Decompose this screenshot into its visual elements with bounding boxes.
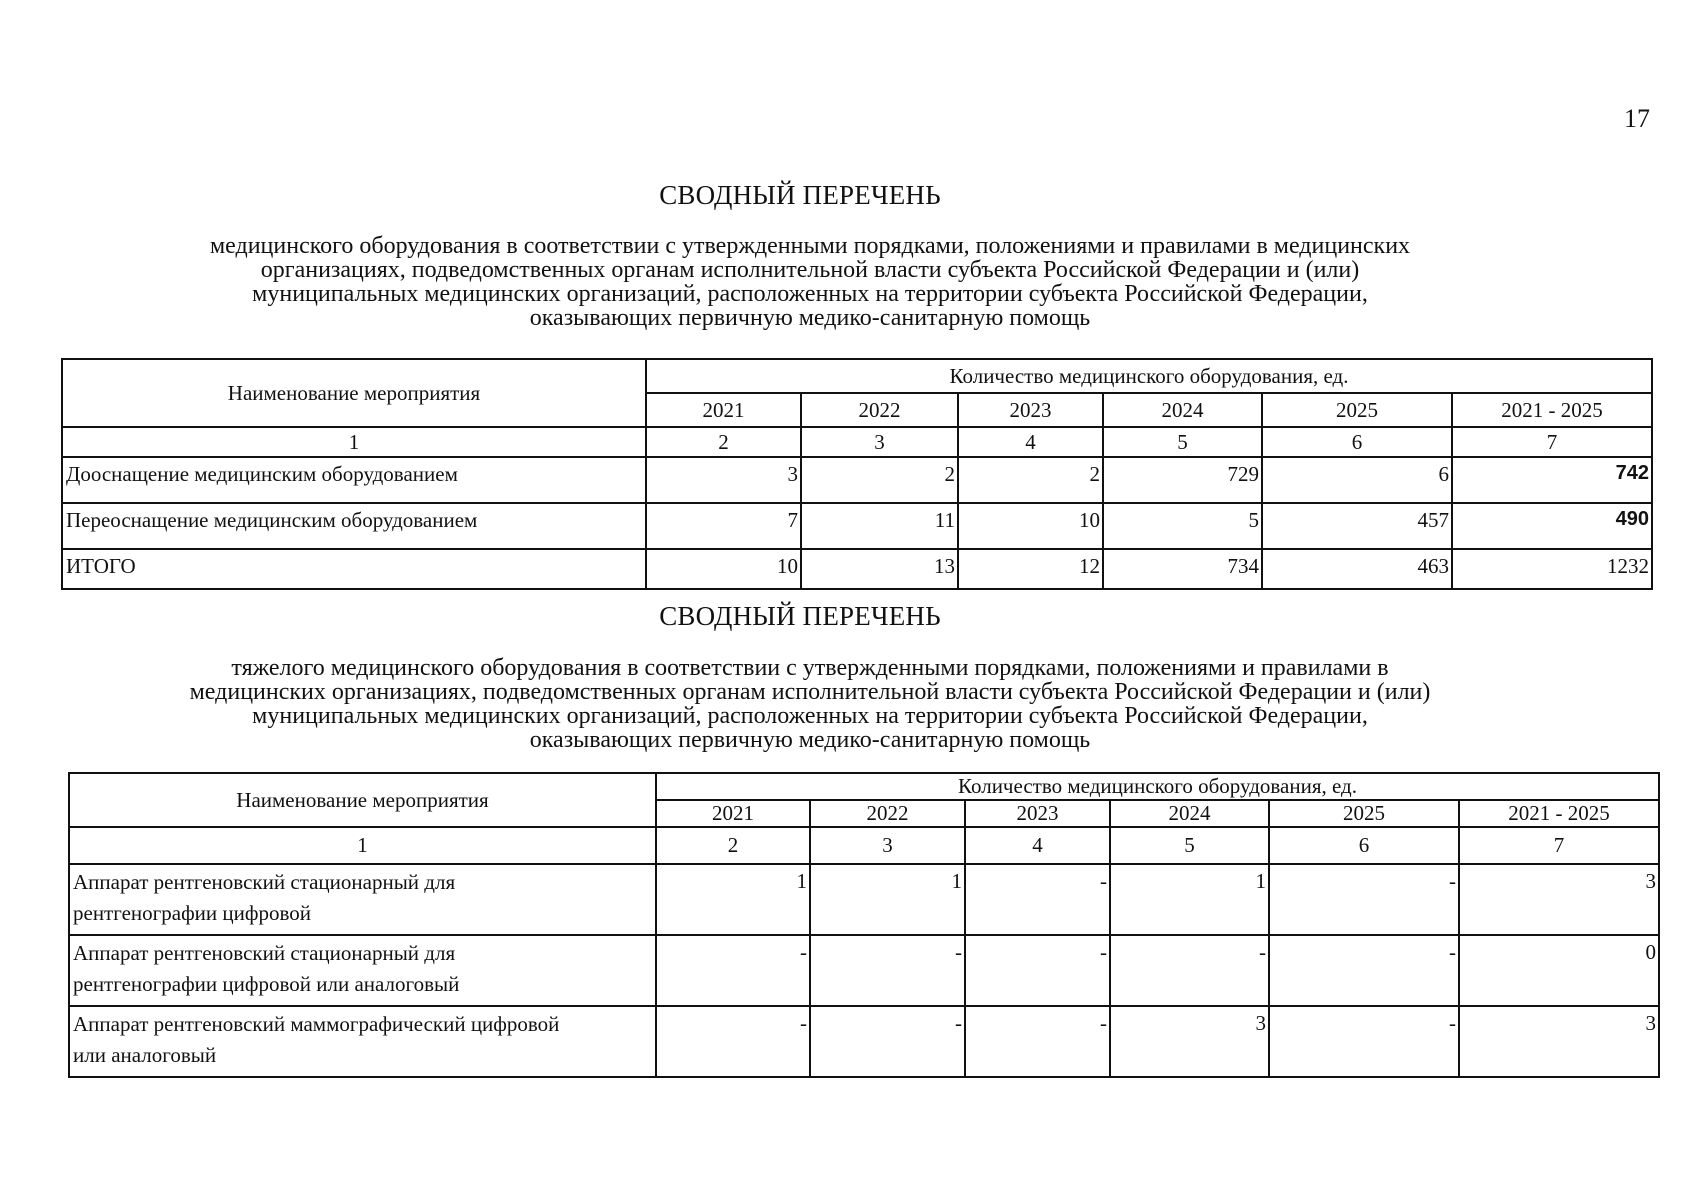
column-number: 6 — [1269, 827, 1459, 864]
cell-value: - — [810, 935, 965, 1006]
year-header: 2023 — [958, 393, 1103, 427]
column-number: 4 — [965, 827, 1110, 864]
cell-value: - — [656, 935, 810, 1006]
year-header: 2022 — [801, 393, 958, 427]
row-name-line: рентгенографии цифровой — [73, 901, 311, 925]
row-name-line: Аппарат рентгеновский стационарный для — [73, 941, 456, 965]
table-row-total — [62, 549, 1652, 589]
column-number: 3 — [801, 427, 958, 457]
subtitle-line: медицинских организациях, подведомственных органам исполнительной власти субъекта Российской Федерации и (или) — [189, 679, 1431, 705]
heavy-medical-equipment-table — [68, 772, 1660, 1078]
column-number: 2 — [646, 427, 801, 457]
column-group-header: Количество медицинского оборудования, ед. — [656, 773, 1659, 800]
cell-value: 7 — [646, 503, 801, 549]
year-header: 2023 — [965, 800, 1110, 827]
year-header: 2021 - 2025 — [1459, 800, 1659, 827]
cell-value: 2 — [958, 457, 1103, 503]
column-number: 3 — [810, 827, 965, 864]
subtitle-line: организациях, подведомственных органам исполнительной власти субъекта Российской Федерации и (или) — [260, 257, 1360, 283]
cell-value: 5 — [1103, 503, 1262, 549]
column-number: 7 — [1452, 427, 1652, 457]
year-header: 2021 — [656, 800, 810, 827]
table-row — [69, 1006, 1659, 1077]
table-row — [69, 935, 1659, 1006]
cell-value: - — [810, 1006, 965, 1077]
cell-value: 10 — [958, 503, 1103, 549]
table-row — [62, 457, 1652, 503]
cell-value: 463 — [1262, 549, 1452, 589]
row-name — [69, 864, 656, 935]
year-header: 2024 — [1110, 800, 1269, 827]
cell-value: - — [1269, 1006, 1459, 1077]
section2-title: СВОДНЫЙ ПЕРЕЧЕНЬ — [659, 601, 941, 631]
subtitle-line: оказывающих первичную медико-санитарную помощь — [529, 727, 1091, 753]
cell-value: 734 — [1103, 549, 1262, 589]
subtitle-line: муниципальных медицинских организаций, расположенных на территории субъекта Российской Федерации, — [252, 281, 1368, 307]
column-header-name: Наименование мероприятия — [69, 773, 656, 827]
column-number: 5 — [1110, 827, 1269, 864]
cell-value: - — [656, 1006, 810, 1077]
cell-value: 10 — [646, 549, 801, 589]
year-header: 2021 — [646, 393, 801, 427]
medical-equipment-table — [61, 358, 1653, 590]
cell-value: - — [965, 935, 1110, 1006]
column-number: 4 — [958, 427, 1103, 457]
year-header: 2024 — [1103, 393, 1262, 427]
cell-total: 490 — [1452, 503, 1652, 549]
column-number: 2 — [656, 827, 810, 864]
cell-value: 2 — [801, 457, 958, 503]
row-name: ИТОГО — [62, 549, 646, 589]
year-header: 2025 — [1262, 393, 1452, 427]
column-number: 5 — [1103, 427, 1262, 457]
cell-value: - — [1269, 864, 1459, 935]
cell-value: 457 — [1262, 503, 1452, 549]
cell-value: 1 — [656, 864, 810, 935]
cell-total: 3 — [1459, 1006, 1659, 1077]
row-name-line: рентгенографии цифровой или аналоговый — [73, 972, 460, 996]
cell-value: - — [965, 1006, 1110, 1077]
cell-total: 3 — [1459, 864, 1659, 935]
cell-value: - — [1110, 935, 1269, 1006]
year-header: 2021 - 2025 — [1452, 393, 1652, 427]
row-name-line: Аппарат рентгеновский маммографический цифровой — [73, 1012, 560, 1036]
row-name: Переоснащение медицинским оборудованием — [62, 503, 646, 549]
row-name-line: или аналоговый — [73, 1043, 217, 1067]
row-name — [69, 1006, 656, 1077]
section2-subtitle — [60, 656, 1560, 752]
column-group-header: Количество медицинского оборудования, ед. — [646, 359, 1652, 393]
column-number: 7 — [1459, 827, 1659, 864]
cell-value: 6 — [1262, 457, 1452, 503]
table-row — [62, 503, 1652, 549]
cell-value: 729 — [1103, 457, 1262, 503]
section1-title: СВОДНЫЙ ПЕРЕЧЕНЬ — [659, 180, 941, 210]
page-number: 17 — [1624, 104, 1650, 133]
cell-value: 1 — [1110, 864, 1269, 935]
cell-value: - — [965, 864, 1110, 935]
row-name: Дооснащение медицинским оборудованием — [62, 457, 646, 503]
cell-value: - — [1269, 935, 1459, 1006]
section1-subtitle — [60, 234, 1560, 330]
cell-value: 3 — [646, 457, 801, 503]
cell-total: 742 — [1452, 457, 1652, 503]
cell-value: 13 — [801, 549, 958, 589]
cell-value: 1 — [810, 864, 965, 935]
year-header: 2025 — [1269, 800, 1459, 827]
column-number: 1 — [69, 827, 656, 864]
year-header: 2022 — [810, 800, 965, 827]
table-row — [69, 864, 1659, 935]
subtitle-line: тяжелого медицинского оборудования в соответствии с утвержденными порядками, положениями и правилами в — [231, 655, 1389, 681]
cell-total: 1232 — [1452, 549, 1652, 589]
column-number: 1 — [62, 427, 646, 457]
subtitle-line: муниципальных медицинских организаций, расположенных на территории субъекта Российской Федерации, — [252, 703, 1368, 729]
cell-value: 12 — [958, 549, 1103, 589]
subtitle-line: оказывающих первичную медико-санитарную помощь — [529, 305, 1091, 331]
cell-value: 3 — [1110, 1006, 1269, 1077]
row-name-line: Аппарат рентгеновский стационарный для — [73, 870, 456, 894]
cell-total: 0 — [1459, 935, 1659, 1006]
subtitle-line: медицинского оборудования в соответствии с утвержденными порядками, положениями и правилами в медицинских — [209, 233, 1411, 259]
column-number: 6 — [1262, 427, 1452, 457]
cell-value: 11 — [801, 503, 958, 549]
column-header-name: Наименование мероприятия — [62, 359, 646, 427]
row-name — [69, 935, 656, 1006]
